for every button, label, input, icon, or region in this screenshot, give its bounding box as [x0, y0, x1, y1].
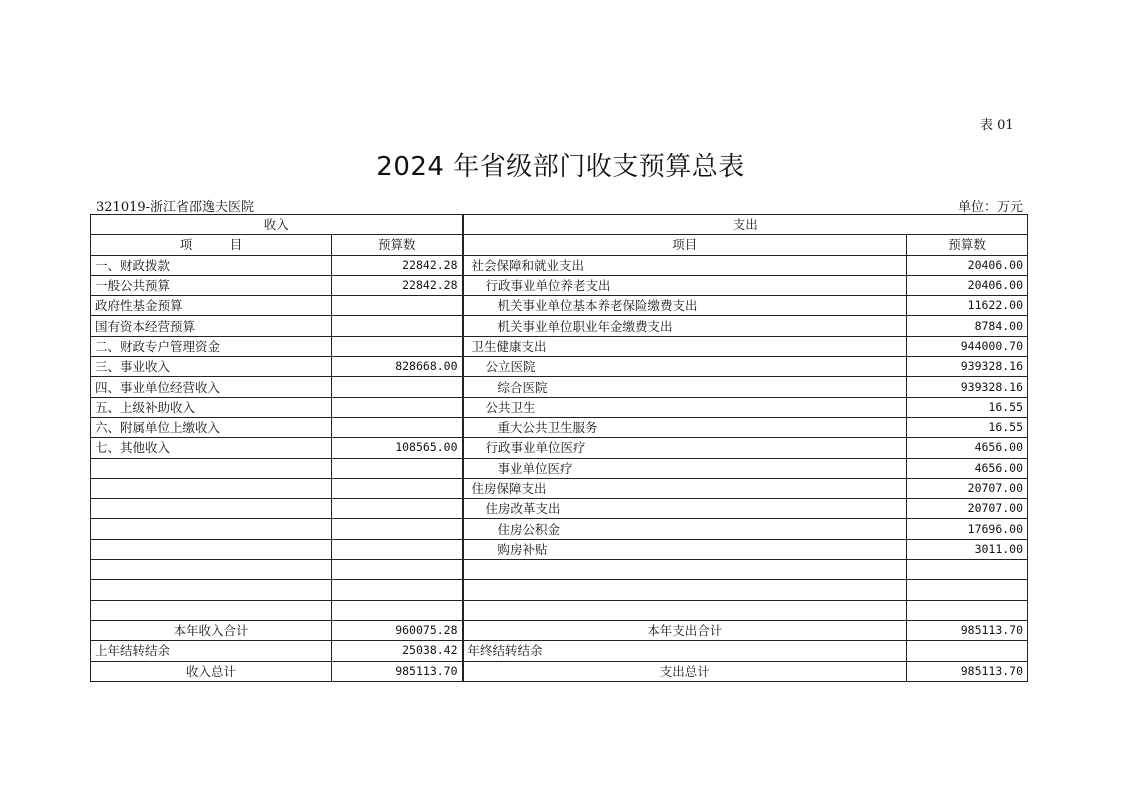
- expense-item: [463, 580, 907, 600]
- expense-header: 支出: [463, 215, 1028, 235]
- currency-unit: 单位：万元: [958, 200, 1024, 215]
- carry-over-row: [91, 641, 1028, 661]
- expense-item: [463, 560, 907, 580]
- income-item: 国有资本经营预算: [91, 316, 332, 336]
- expense-item-header: 项目: [463, 235, 907, 255]
- table-row: [91, 357, 1028, 377]
- income-value: [332, 397, 463, 417]
- expense-item: 重大公共卫生服务: [463, 417, 907, 437]
- income-item: 一般公共预算: [91, 275, 332, 295]
- income-value: [332, 499, 463, 519]
- income-value: [332, 580, 463, 600]
- expense-budget-header: 预算数: [907, 235, 1028, 255]
- table-row: [91, 499, 1028, 519]
- table-row: [91, 296, 1028, 316]
- expense-value: 20707.00: [907, 499, 1028, 519]
- expense-item: 机关事业单位基本养老保险缴费支出: [463, 296, 907, 316]
- income-value: [332, 539, 463, 559]
- budget-table: [90, 214, 1028, 682]
- table-row: [91, 458, 1028, 478]
- income-item: 六、附属单位上缴收入: [91, 417, 332, 437]
- expense-value: 8784.00: [907, 316, 1028, 336]
- expense-value: 4656.00: [907, 438, 1028, 458]
- income-value: 108565.00: [332, 438, 463, 458]
- year-expense-value: 985113.70: [907, 620, 1028, 640]
- table-row: [91, 519, 1028, 539]
- expense-total-label: 支出总计: [463, 661, 907, 681]
- expense-item: 卫生健康支出: [463, 336, 907, 356]
- expense-value: [907, 560, 1028, 580]
- column-header-row: [91, 235, 1028, 255]
- table-row: [91, 417, 1028, 437]
- unit-name: 321019-浙江省邵逸夫医院: [96, 200, 255, 215]
- income-item: [91, 580, 332, 600]
- year-income-value: 960075.28: [332, 620, 463, 640]
- income-item: [91, 519, 332, 539]
- expense-value: 939328.16: [907, 377, 1028, 397]
- income-item: 政府性基金预算: [91, 296, 332, 316]
- income-item-header: 项 目: [91, 235, 332, 255]
- expense-item: 行政事业单位医疗: [463, 438, 907, 458]
- expense-item: 综合医院: [463, 377, 907, 397]
- table-row: [91, 397, 1028, 417]
- table-row: [91, 478, 1028, 498]
- expense-item: 住房保障支出: [463, 478, 907, 498]
- expense-value: 939328.16: [907, 357, 1028, 377]
- income-item: 一、财政拨款: [91, 255, 332, 275]
- expense-item: [463, 600, 907, 620]
- expense-value: 20406.00: [907, 275, 1028, 295]
- expense-value: [907, 580, 1028, 600]
- table-number: 表 01: [980, 118, 1014, 133]
- grand-total-row: [91, 661, 1028, 681]
- expense-item: 机关事业单位职业年金缴费支出: [463, 316, 907, 336]
- income-value: 828668.00: [332, 357, 463, 377]
- income-item: [91, 478, 332, 498]
- expense-item: 社会保障和就业支出: [463, 255, 907, 275]
- income-value: [332, 478, 463, 498]
- income-item: 四、事业单位经营收入: [91, 377, 332, 397]
- income-value: [332, 560, 463, 580]
- income-value: [332, 336, 463, 356]
- income-item: [91, 458, 332, 478]
- expense-value: 17696.00: [907, 519, 1028, 539]
- expense-item: 事业单位医疗: [463, 458, 907, 478]
- carry-out-label: 年终结转结余: [463, 641, 907, 661]
- expense-value: [907, 600, 1028, 620]
- income-header: 收入: [91, 215, 463, 235]
- expense-item: 公立医院: [463, 357, 907, 377]
- income-item: [91, 539, 332, 559]
- income-value: [332, 600, 463, 620]
- section-header-row: [91, 215, 1028, 235]
- income-value: [332, 316, 463, 336]
- income-item: [91, 600, 332, 620]
- carry-in-value: 25038.42: [332, 641, 463, 661]
- year-expense-label: 本年支出合计: [463, 620, 907, 640]
- table-row: [91, 539, 1028, 559]
- table-row: [91, 580, 1028, 600]
- income-total-label: 收入总计: [91, 661, 332, 681]
- income-value: [332, 377, 463, 397]
- table-row: [91, 275, 1028, 295]
- table-row: [91, 377, 1028, 397]
- income-value: 22842.28: [332, 275, 463, 295]
- income-budget-header: 预算数: [332, 235, 463, 255]
- page-title: 2024 年省级部门收支预算总表: [376, 152, 745, 182]
- expense-value: 16.55: [907, 417, 1028, 437]
- expense-item: 行政事业单位养老支出: [463, 275, 907, 295]
- income-item: 七、其他收入: [91, 438, 332, 458]
- expense-item: 住房公积金: [463, 519, 907, 539]
- expense-value: 3011.00: [907, 539, 1028, 559]
- expense-value: 944000.70: [907, 336, 1028, 356]
- expense-value: 11622.00: [907, 296, 1028, 316]
- table-row: [91, 438, 1028, 458]
- table-row: [91, 255, 1028, 275]
- income-value: [332, 296, 463, 316]
- income-value: [332, 417, 463, 437]
- expense-value: 4656.00: [907, 458, 1028, 478]
- year-total-row: [91, 620, 1028, 640]
- income-item: [91, 499, 332, 519]
- carry-out-value: [907, 641, 1028, 661]
- expense-value: 16.55: [907, 397, 1028, 417]
- income-total-value: 985113.70: [332, 661, 463, 681]
- expense-item: 购房补贴: [463, 539, 907, 559]
- income-item: 三、事业收入: [91, 357, 332, 377]
- expense-total-value: 985113.70: [907, 661, 1028, 681]
- table-row: [91, 600, 1028, 620]
- income-value: [332, 458, 463, 478]
- table-row: [91, 560, 1028, 580]
- expense-item: 公共卫生: [463, 397, 907, 417]
- expense-value: 20707.00: [907, 478, 1028, 498]
- income-value: [332, 519, 463, 539]
- income-item: 五、上级补助收入: [91, 397, 332, 417]
- year-income-label: 本年收入合计: [91, 620, 332, 640]
- carry-in-label: 上年结转结余: [91, 641, 332, 661]
- expense-item: 住房改革支出: [463, 499, 907, 519]
- table-row: [91, 316, 1028, 336]
- income-value: 22842.28: [332, 255, 463, 275]
- income-item: 二、财政专户管理资金: [91, 336, 332, 356]
- income-item: [91, 560, 332, 580]
- expense-value: 20406.00: [907, 255, 1028, 275]
- table-row: [91, 336, 1028, 356]
